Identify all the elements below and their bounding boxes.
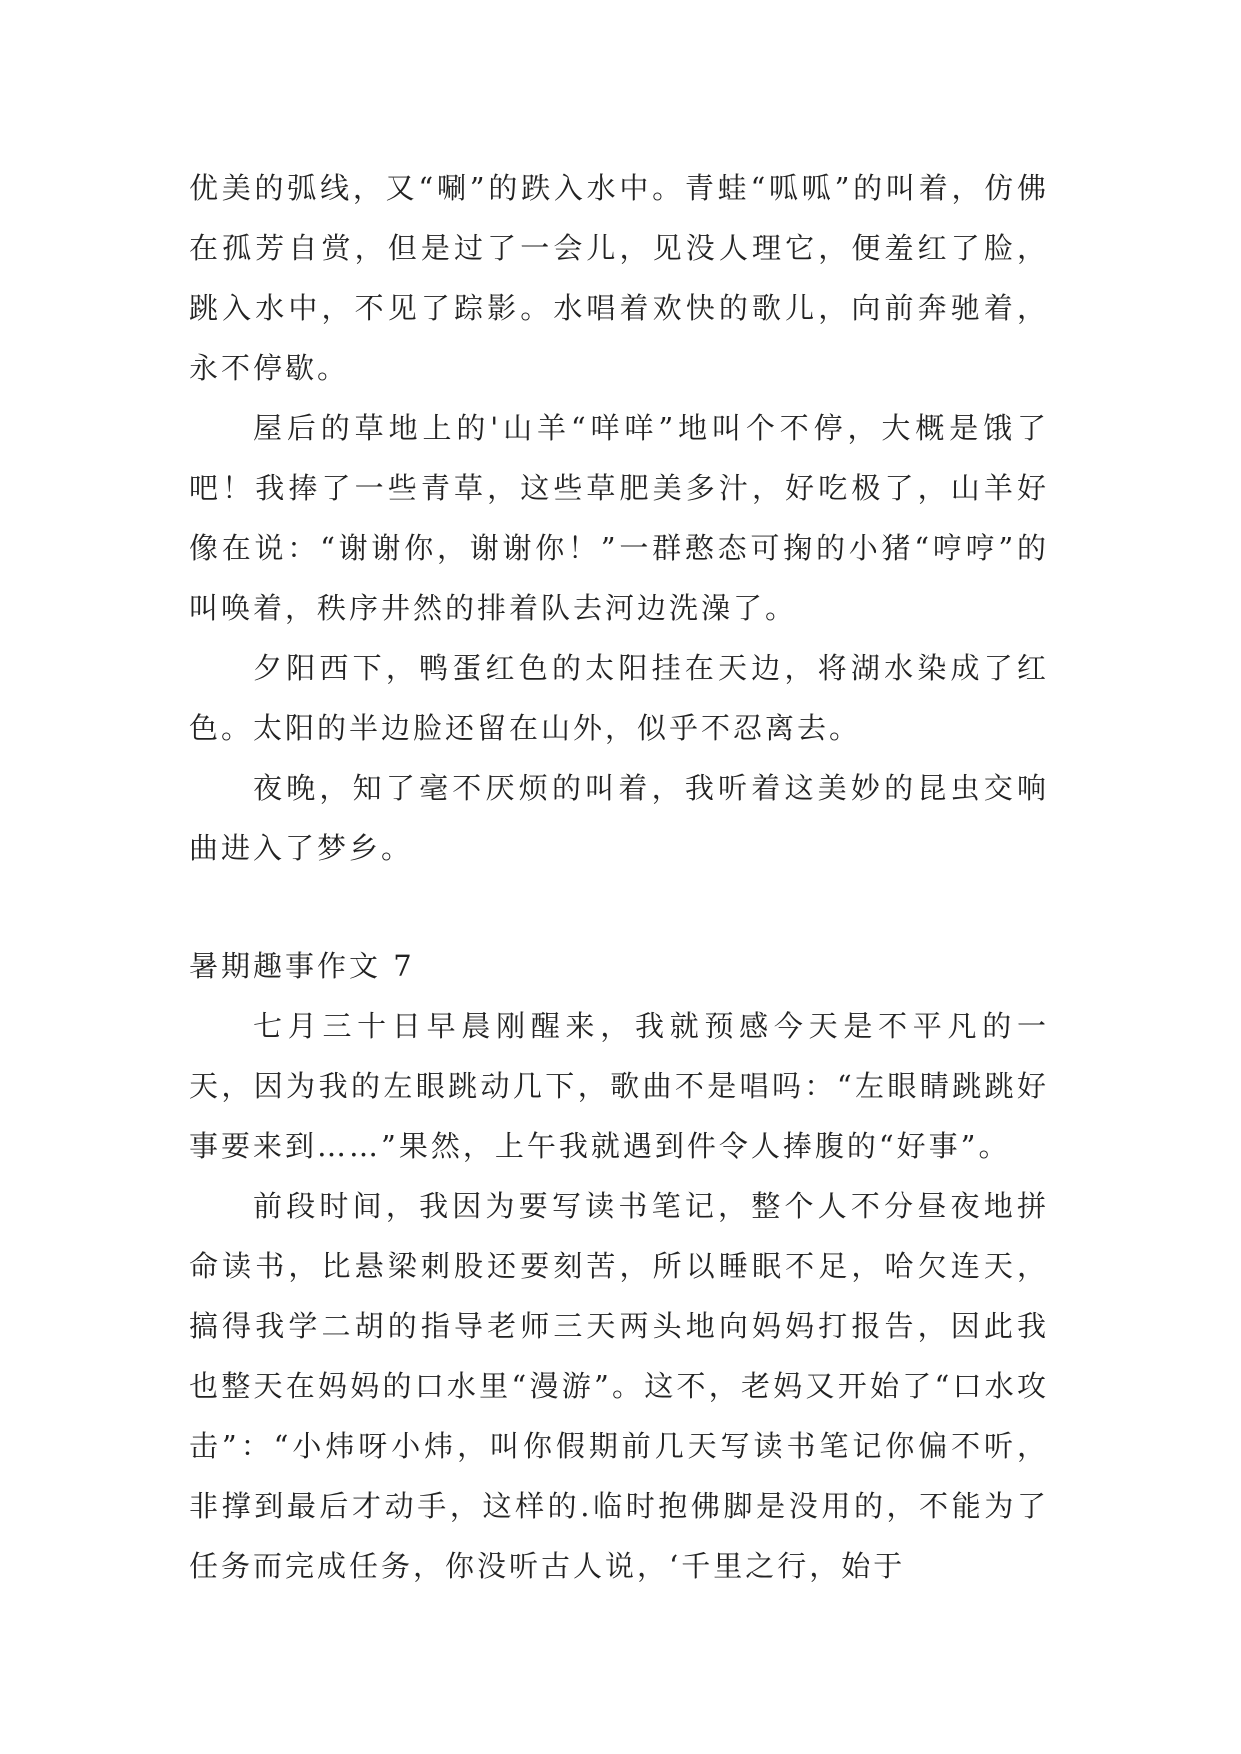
paragraph-reading-notes: 前段时间，我因为要写读书笔记，整个人不分昼夜地拼命读书，比悬梁刺股还要刻苦，所以睡眠不足，哈欠连天，搞得我学二胡的指导老师三天两头地向妈妈打报告，因此我也整天在妈妈的口水里“漫游”。这不，老妈又开始了“口水攻击”：“小炜呀小炜，叫你假期前几天写读书笔记你偏不听，非撑到最后才动手，这样的.临时抱佛脚是没用的，不能为了任务而完成任务，你没听古人说，‘千里之行，始于 xyxy=(189,1189,1049,1583)
section-heading: 暑期趣事作文 7 xyxy=(189,949,415,983)
document-body xyxy=(189,158,1049,1596)
paragraph-morning: 七月三十日早晨刚醒来，我就预感今天是不平凡的一天，因为我的左眼跳动几下，歌曲不是唱吗：“左眼睛跳跳好事要来到……”果然，上午我就遇到件令人捧腹的“好事”。 xyxy=(189,1009,1049,1163)
paragraph-continued: 优美的弧线，又“唰”的跌入水中。青蛙“呱呱”的叫着，仿佛在孤芳自赏，但是过了一会儿，见没人理它，便羞红了脸，跳入水中，不见了踪影。水唱着欢快的歌儿，向前奔驰着，永不停歇。 xyxy=(189,171,1049,385)
paragraph-sunset: 夕阳西下，鸭蛋红色的太阳挂在天边，将湖水染成了红色。太阳的半边脸还留在山外，似乎不忍离去。 xyxy=(189,651,1049,745)
paragraph-night: 夜晚，知了毫不厌烦的叫着，我听着这美妙的昆虫交响曲进入了梦乡。 xyxy=(189,771,1049,865)
paragraph-goats-pigs: 屋后的草地上的'山羊“咩咩”地叫个不停，大概是饿了吧！我捧了一些青草，这些草肥美多汁，好吃极了，山羊好像在说：“谢谢你，谢谢你！”一群憨态可掬的小猪“哼哼”的叫唤着，秩序井然的排着队去河边洗澡了。 xyxy=(189,411,1049,625)
